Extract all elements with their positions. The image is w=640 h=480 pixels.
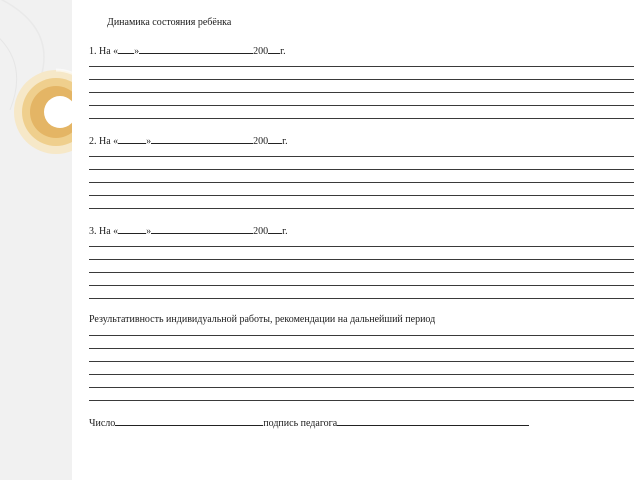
- form-page: [89, 0, 634, 480]
- section-2-line-4[interactable]: [89, 195, 634, 196]
- section-1-prefix: 1. На «: [89, 46, 119, 57]
- results-line-6[interactable]: [89, 400, 634, 401]
- decorative-swirl-graphic: [0, 0, 72, 480]
- results-label: Результативность индивидуальной работы, рекомендации на дальнейший период: [89, 314, 436, 325]
- section-3-day-blank[interactable]: [118, 224, 146, 234]
- section-3-prefix: 3. На «: [89, 226, 119, 237]
- section-2-prefix: 2. На «: [89, 136, 119, 147]
- date-label: Число: [89, 418, 116, 429]
- section-1-line-1[interactable]: [89, 66, 634, 67]
- section-1-mid: »: [134, 46, 140, 57]
- section-2-line-1[interactable]: [89, 156, 634, 157]
- section-1-suffix: г.: [280, 46, 286, 57]
- section-3-year-blank[interactable]: [268, 224, 282, 234]
- section-3-line-1[interactable]: [89, 246, 634, 247]
- signature-label: подпись педагога: [263, 418, 338, 429]
- section-1-month-blank[interactable]: [139, 44, 253, 54]
- section-3-year: 200: [253, 226, 269, 237]
- section-3-mid: »: [146, 226, 152, 237]
- section-1-day-blank[interactable]: [118, 44, 134, 54]
- section-2-month-blank[interactable]: [151, 134, 253, 144]
- results-line-2[interactable]: [89, 348, 634, 349]
- sidebar-decoration: [0, 0, 72, 480]
- section-1-line-3[interactable]: [89, 92, 634, 93]
- section-2-year: 200: [253, 136, 269, 147]
- page-title: Динамика состояния ребёнка: [107, 17, 232, 28]
- section-2-date-line: [89, 134, 288, 148]
- section-2-line-2[interactable]: [89, 169, 634, 170]
- section-1-line-4[interactable]: [89, 105, 634, 106]
- signature-row: [89, 416, 529, 430]
- section-3-date-line: [89, 224, 288, 238]
- section-2-mid: »: [146, 136, 152, 147]
- section-3-suffix: г.: [282, 226, 288, 237]
- results-line-3[interactable]: [89, 361, 634, 362]
- results-line-5[interactable]: [89, 387, 634, 388]
- results-line-4[interactable]: [89, 374, 634, 375]
- section-3-line-4[interactable]: [89, 285, 634, 286]
- section-2-year-blank[interactable]: [268, 134, 282, 144]
- section-1-line-2[interactable]: [89, 79, 634, 80]
- results-line-1[interactable]: [89, 335, 634, 336]
- section-3-line-5[interactable]: [89, 298, 634, 299]
- section-3-line-2[interactable]: [89, 259, 634, 260]
- section-2-line-5[interactable]: [89, 208, 634, 209]
- signature-blank[interactable]: [337, 416, 529, 426]
- section-1-line-5[interactable]: [89, 118, 634, 119]
- section-3-month-blank[interactable]: [151, 224, 253, 234]
- section-1-year-blank[interactable]: [268, 44, 280, 54]
- section-1-year: 200: [253, 46, 269, 57]
- date-blank[interactable]: [115, 416, 263, 426]
- section-2-line-3[interactable]: [89, 182, 634, 183]
- section-1-date-line: [89, 44, 286, 58]
- section-2-day-blank[interactable]: [118, 134, 146, 144]
- section-2-suffix: г.: [282, 136, 288, 147]
- section-3-line-3[interactable]: [89, 272, 634, 273]
